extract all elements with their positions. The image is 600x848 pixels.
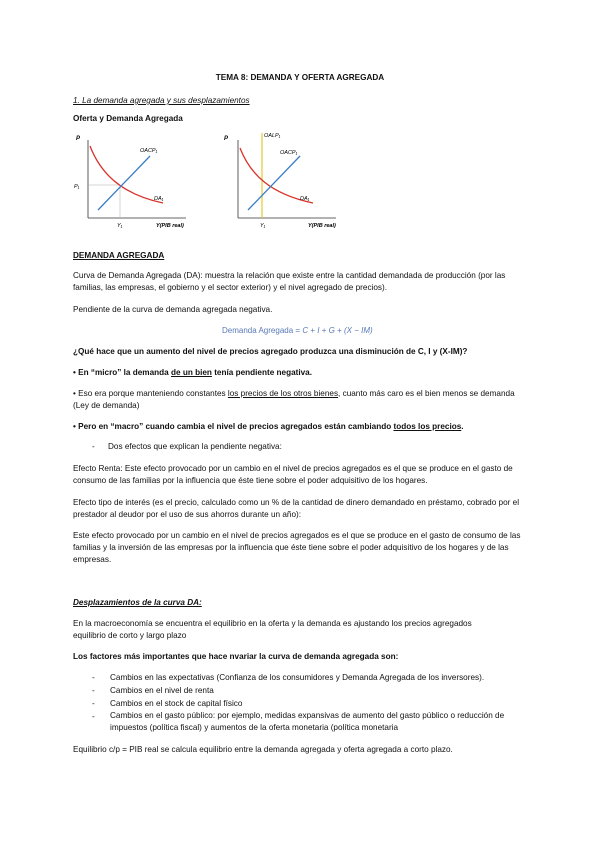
demanda-heading: DEMANDA AGREGADA [73, 251, 165, 260]
bullet-micro-pre: En “micro” la demanda [78, 368, 171, 377]
graph-left-p-tick: P₁ [74, 184, 80, 190]
formula-plus-3: + [337, 326, 342, 335]
formula-g: G [328, 326, 335, 335]
graph-left-demand-curve [90, 146, 163, 203]
bullet-ley-demanda [73, 388, 528, 412]
bullet-dot: • [73, 368, 76, 377]
bullet-micro-post: tenía pendiente negativa. [211, 368, 313, 377]
bullet-dot: • [73, 422, 76, 431]
factor-item: Cambios en el stock de capital físico [110, 699, 243, 708]
formula-c: C [302, 326, 309, 335]
graph-left-demand-label: DA₁ [154, 196, 164, 202]
graph-right-demand-label: DA₁ [300, 196, 310, 202]
graph-left-axes [88, 140, 186, 218]
graph-right-lr-label: OALP₁ [264, 133, 281, 139]
bullet-macro-underlined: todos los precios [393, 422, 462, 431]
demanda-definition: Curva de Demanda Agregada (DA): muestra la relación que existe entre la cantidad demandada de producción (por las familias, las empresas, el gobierno y el sector exterior) y el nivel agregado de precios). [73, 271, 506, 292]
factor-item: Cambios en el nivel de renta [110, 686, 214, 695]
graph-left-axis-y-text: Y(PIB real) [156, 223, 184, 229]
pendiente-text: Pendiente de la curva de demanda agregada negativa. [73, 305, 273, 314]
bullet-ley-pre: Eso era porque manteniendo constantes [78, 389, 228, 398]
bullet-dot: • [73, 389, 76, 398]
demanda-formula [222, 326, 373, 335]
desplazamientos-intro: En la macroeconomía se encuentra el equilibrio en la oferta y la demanda es ajustando los precios agregados equilibrio de corto y largo plazo [73, 619, 472, 640]
factores-intro: Los factores más importantes que hace nvariar la curva de demanda agregada son: [73, 652, 399, 661]
formula-plus-2: + [321, 326, 327, 335]
graph-right-demand-curve [240, 148, 313, 203]
efecto-renta: Efecto Renta: Este efecto provocado por un cambio en el nivel de precios agregados es el que se produce en el gasto de consumo de las familias por la influencia que éste tiene sobre el poder adquisitivo de los hogares. [73, 464, 513, 485]
formula-i: I [317, 326, 320, 335]
graph-left-axis-p: P [76, 136, 81, 142]
desplazamientos-heading: Desplazamientos de la curva DA: [73, 598, 202, 607]
graph-right-axis-p: P [224, 136, 229, 142]
factor-dash: - [92, 699, 95, 708]
bullet-micro-underlined: de un bien [170, 368, 212, 377]
bullet-ley-underlined: los precios de los otros bienes [227, 389, 339, 398]
equilibrio-text: Equilibrio c/p = PIB real se calcula equilibrio entre la demanda agregada y oferta agregada a corto plazo. [73, 745, 453, 754]
graph-right-supply-label: OACP₁ [280, 150, 298, 156]
graph-left-supply-label: OACP₁ [140, 148, 158, 154]
graph-right-y-tick: Y₁ [260, 223, 266, 229]
question: ¿Qué hace que un aumento del nivel de precios agregado produzca una disminución de C, I y (X-IM)? [73, 347, 468, 356]
graph-left-y-tick: Y₁ [117, 223, 123, 229]
graph-right [218, 128, 353, 240]
formula-plus-1: + [310, 326, 315, 335]
graph-left-supply-curve [98, 156, 150, 210]
bullet-macro [73, 422, 464, 432]
factor-dash: - [92, 673, 95, 682]
factor-dash: - [92, 686, 95, 695]
factor-item: Cambios en las expectativas (Confianza de los consumidores y Demanda Agregada de los inversores). [110, 673, 485, 682]
graph-left-axis-y [156, 223, 184, 229]
factor-dash: - [92, 712, 95, 721]
formula-eq: = [295, 326, 301, 335]
section-heading: 1. La demanda agregada y sus desplazamientos [73, 96, 250, 105]
graph-right-axis-y-text: Y(PIB real) [308, 223, 336, 229]
graph-left [68, 128, 198, 240]
factor-item: Cambios en el gasto público: por ejemplo, medidas expansivas de aumento del gasto público o reducción de impuestos (política fiscal) y aumentos de la oferta monetaria (política monetaria [110, 711, 505, 732]
bullet-macro-post: . [461, 422, 464, 431]
formula-lhs: Demanda Agregada [222, 326, 294, 335]
graph-right-axis-y [308, 223, 336, 229]
efecto-tipo-interes-detalle: Este efecto provocado por un cambio en el nivel de precios agregados es el que se produce en el gasto de consumo de las familias y la inversión de las empresas por la influencia que éste tiene sobre el poder adquisitivo de los hogares y de las empresas. [73, 531, 521, 564]
efecto-tipo-interes: Efecto tipo de interés (es el precio, calculado como un % de la cantidad de dinero demandado en préstamo, cobrado por el prestador al deudor por el uso de sus ahorros durante un año): [73, 498, 520, 519]
dos-efectos: Dos efectos que explican la pendiente negativa: [108, 442, 282, 451]
bullet-macro-pre: Pero en “macro” cuando cambia el nivel de precios agregados están cambiando [78, 422, 394, 431]
page-title: TEMA 8: DEMANDA Y OFERTA AGREGADA [215, 73, 385, 82]
section-subheading: Oferta y Demanda Agregada [73, 114, 183, 123]
formula-xm: (X − IM) [343, 326, 373, 335]
bullet-ley-post: , cuanto más caro es el bien menos se demanda (Ley de demanda) [73, 389, 515, 410]
bullet-micro [73, 368, 312, 378]
dash-bullet: - [92, 442, 95, 451]
graph-right-supply-curve [248, 156, 300, 210]
